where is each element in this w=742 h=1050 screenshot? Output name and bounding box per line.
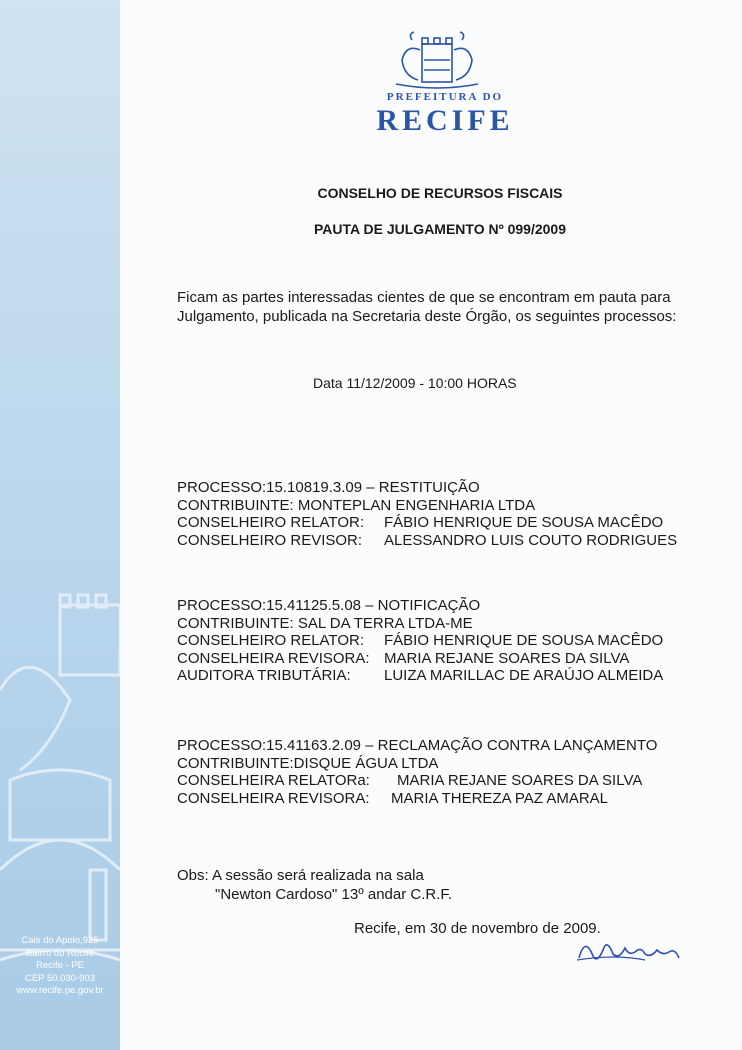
observation-note (177, 866, 452, 904)
intro-line: Ficam as partes interessadas cientes de que se encontram em pauta para (177, 289, 671, 306)
org-main-label: RECIFE (376, 104, 514, 137)
org-top-label: PREFEITURA DO (386, 91, 504, 103)
document-title: CONSELHO DE RECURSOS FISCAIS (317, 185, 563, 201)
left-sidebar (0, 0, 120, 1050)
row-label: CONSELHEIRO RELATOR: (177, 632, 364, 649)
row-label: CONSELHEIRO REVISOR: (177, 531, 363, 549)
row-value: MARIA REJANE SOARES DA SILVA (384, 649, 630, 667)
row-label: PROCESSO:15.41163.2.09 – RECLAMAÇÃO CONTRA LANÇAMENTO (177, 737, 658, 754)
row-label: CONTRIBUINTE: MONTEPLAN ENGENHARIA LTDA (177, 496, 536, 514)
handwritten-signature-icon (575, 930, 685, 970)
intro-line: Julgamento, publicada na Secretaria deste Órgão, os seguintes processos: (177, 308, 677, 325)
address-line: CEP 50.030-903 (24, 972, 96, 984)
row-label: CONSELHEIRO RELATOR: (177, 514, 364, 531)
intro-paragraph (177, 288, 676, 326)
row-label: CONSELHEIRA REVISORA: (177, 789, 370, 807)
session-date: Data 11/12/2009 - 10:00 HORAS (313, 375, 517, 391)
row-label: CONSELHEIRA RELATORa: (177, 772, 370, 789)
row-value: FÁBIO HENRIQUE DE SOUSA MACÊDO (384, 514, 664, 531)
obs-line: "Newton Cardoso" 13º andar C.R.F. (215, 886, 453, 903)
address-block (0, 935, 120, 998)
row-label: CONTRIBUINTE: SAL DA TERRA LTDA-ME (177, 614, 473, 632)
row-label: PROCESSO:15.10819.3.09 – RESTITUIÇÃO (177, 479, 480, 496)
document-subtitle: PAUTA DE JULGAMENTO Nº 099/2009 (314, 221, 566, 237)
website-link[interactable]: www.recife.pe.gov.br (16, 985, 104, 996)
row-label: CONSELHEIRA REVISORA: (177, 649, 370, 667)
obs-line: Obs: A sessão será realizada na sala (177, 867, 424, 884)
row-value: ALESSANDRO LUIS COUTO RODRIGUES (384, 531, 678, 549)
row-value: FÁBIO HENRIQUE DE SOUSA MACÊDO (384, 632, 664, 649)
signature-date-line: Recife, em 30 de novembro de 2009. (354, 920, 601, 937)
recife-coat-of-arms-icon (392, 30, 482, 90)
row-label: AUDITORA TRIBUTÁRIA: (177, 667, 351, 684)
row-label: CONTRIBUINTE:DISQUE ÁGUA LTDA (177, 754, 439, 772)
row-value: MARIA REJANE SOARES DA SILVA (397, 772, 643, 789)
address-line: Cais do Apolo,925 (21, 935, 99, 946)
row-value: LUIZA MARILLAC DE ARAÚJO ALMEIDA (384, 667, 664, 684)
row-value: MARIA THEREZA PAZ AMARAL (391, 789, 609, 807)
address-line: Bairro do Recife (25, 947, 95, 959)
address-line: Recife - PE (35, 960, 85, 971)
row-label: PROCESSO:15.41125.5.08 – NOTIFICAÇÃO (177, 597, 481, 614)
